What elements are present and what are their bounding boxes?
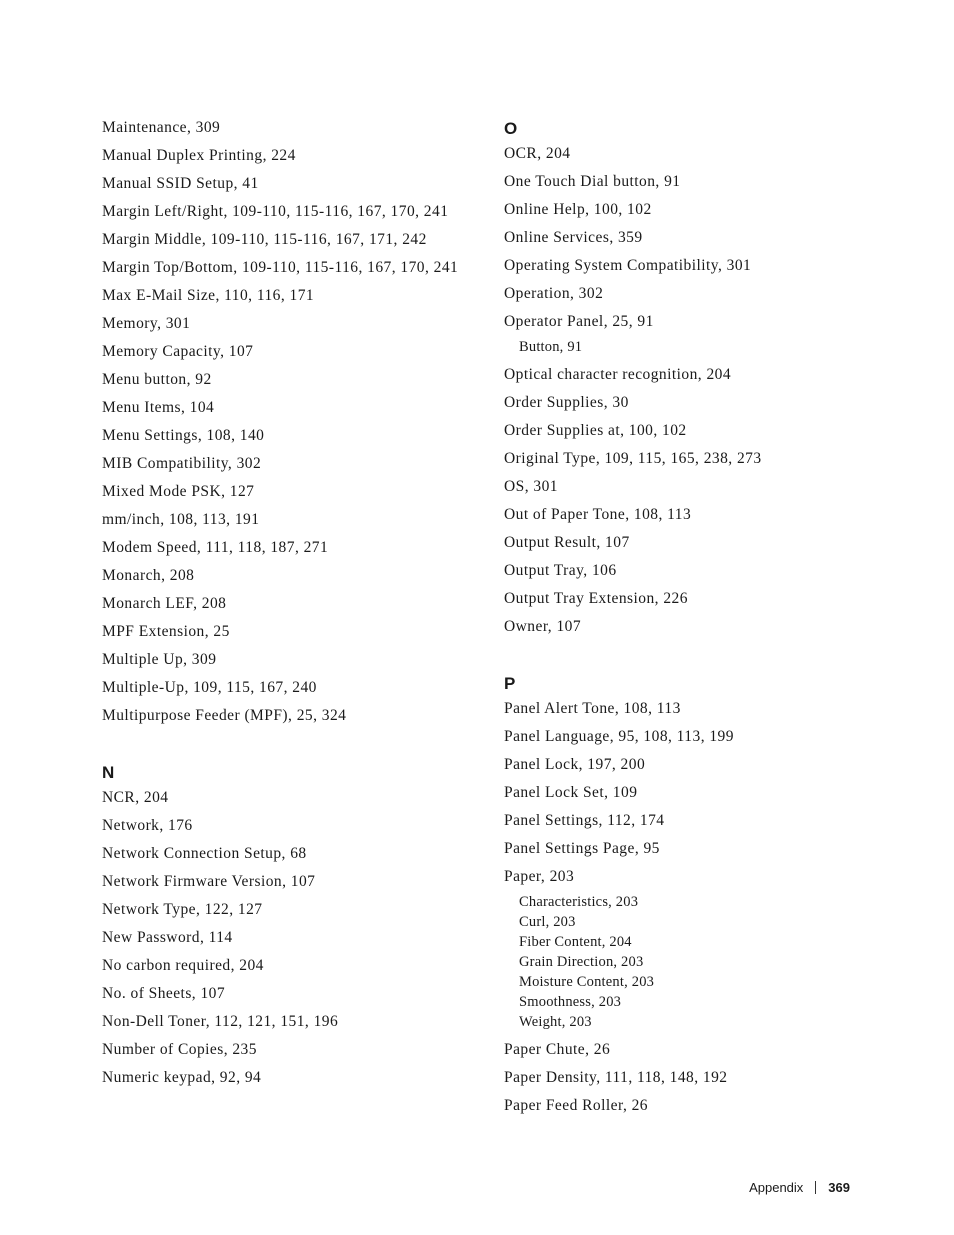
index-entry: Network, 176 [102,817,193,834]
index-entry: Panel Lock, 197, 200 [504,756,646,773]
index-entry: Maintenance, 309 [102,119,221,136]
index-column-right [504,119,834,1125]
footer-divider [815,1181,816,1194]
index-entry: MIB Compatibility, 302 [102,455,262,472]
index-entry: Online Help, 100, 102 [504,201,652,218]
index-group-o-a [504,145,834,303]
index-entry: Monarch LEF, 208 [102,595,227,612]
index-entry: Paper Chute, 26 [504,1041,611,1058]
index-entry: Manual SSID Setup, 41 [102,175,259,192]
index-column-left [102,119,462,1097]
index-entry: Multiple Up, 309 [102,651,217,668]
index-subentry: Characteristics, 203 [519,894,639,910]
index-entry: Output Tray Extension, 226 [504,590,688,607]
index-entry: Menu button, 92 [102,371,212,388]
index-entry: Network Connection Setup, 68 [102,845,307,862]
index-letter-n: N [102,763,115,782]
index-entry: OCR, 204 [504,145,571,162]
index-group-o-b [504,366,834,636]
index-entry: Out of Paper Tone, 108, 113 [504,506,692,523]
index-entry: OS, 301 [504,478,558,495]
index-entry: Multipurpose Feeder (MPF), 25, 324 [102,707,347,724]
index-entry: Optical character recognition, 204 [504,366,732,383]
page-number: 369 [828,1180,850,1195]
index-entry: Original Type, 109, 115, 165, 238, 273 [504,450,762,467]
index-entry: Network Type, 122, 127 [102,901,263,918]
index-entry: Panel Alert Tone, 108, 113 [504,700,681,717]
index-entry-paper: Paper, 203 [504,868,575,885]
index-entry: New Password, 114 [102,929,233,946]
index-entry: Paper Density, 111, 118, 148, 192 [504,1069,728,1086]
index-entry: Operation, 302 [504,285,604,302]
index-entry: Menu Items, 104 [102,399,215,416]
index-letter-p: P [504,674,516,693]
index-entry-operator-panel: Operator Panel, 25, 91 [504,313,654,330]
index-subentries-operator-panel [504,337,834,357]
footer-section: Appendix [749,1180,804,1195]
index-entry: Panel Lock Set, 109 [504,784,638,801]
index-entry: Margin Top/Bottom, 109-110, 115-116, 167, 170, 241 [102,259,459,276]
index-entry: Menu Settings, 108, 140 [102,427,265,444]
index-entry: Output Tray, 106 [504,562,617,579]
index-entry: Max E-Mail Size, 110, 116, 171 [102,287,315,304]
index-entry: Memory, 301 [102,315,191,332]
index-entry: Number of Copies, 235 [102,1041,257,1058]
index-entry: Panel Settings, 112, 174 [504,812,665,829]
index-entry: Margin Left/Right, 109-110, 115-116, 167, 170, 241 [102,203,449,220]
index-entry: Numeric keypad, 92, 94 [102,1069,262,1086]
index-entry: Margin Middle, 109-110, 115-116, 167, 171, 242 [102,231,427,248]
index-group-p-a [504,700,834,858]
index-subentry: Weight, 203 [519,1014,592,1030]
index-entry: mm/inch, 108, 113, 191 [102,511,260,528]
index-subentry: Curl, 203 [519,914,576,930]
index-entry: No carbon required, 204 [102,957,264,974]
index-group-m [102,119,462,725]
index-entry: No. of Sheets, 107 [102,985,226,1002]
index-subentry: Moisture Content, 203 [519,974,655,990]
index-entry: Output Result, 107 [504,534,630,551]
index-entry: Panel Language, 95, 108, 113, 199 [504,728,734,745]
index-entry: Order Supplies at, 100, 102 [504,422,687,439]
index-entry: Network Firmware Version, 107 [102,873,316,890]
index-subentry: Grain Direction, 203 [519,954,644,970]
index-subentry: Fiber Content, 204 [519,934,632,950]
index-entry: Multiple-Up, 109, 115, 167, 240 [102,679,317,696]
index-entry: Order Supplies, 30 [504,394,629,411]
page-footer [749,1180,850,1195]
index-entry: Manual Duplex Printing, 224 [102,147,296,164]
index-entry: Mixed Mode PSK, 127 [102,483,255,500]
index-entry: Operating System Compatibility, 301 [504,257,752,274]
index-entry: One Touch Dial button, 91 [504,173,681,190]
index-entry: Panel Settings Page, 95 [504,840,660,857]
index-subentry: Smoothness, 203 [519,994,622,1010]
index-group-p-b [504,1041,834,1115]
index-subentries-paper [504,892,834,1032]
index-entry: NCR, 204 [102,789,169,806]
index-subentry: Button, 91 [519,339,583,355]
index-entry: Monarch, 208 [102,567,195,584]
index-group-n [102,789,462,1087]
index-letter-o: O [504,119,518,138]
index-entry: Owner, 107 [504,618,582,635]
index-entry: Non-Dell Toner, 112, 121, 151, 196 [102,1013,339,1030]
index-entry: Modem Speed, 111, 118, 187, 271 [102,539,329,556]
index-entry: Online Services, 359 [504,229,643,246]
index-entry: Memory Capacity, 107 [102,343,254,360]
index-entry: MPF Extension, 25 [102,623,230,640]
index-entry: Paper Feed Roller, 26 [504,1097,648,1114]
